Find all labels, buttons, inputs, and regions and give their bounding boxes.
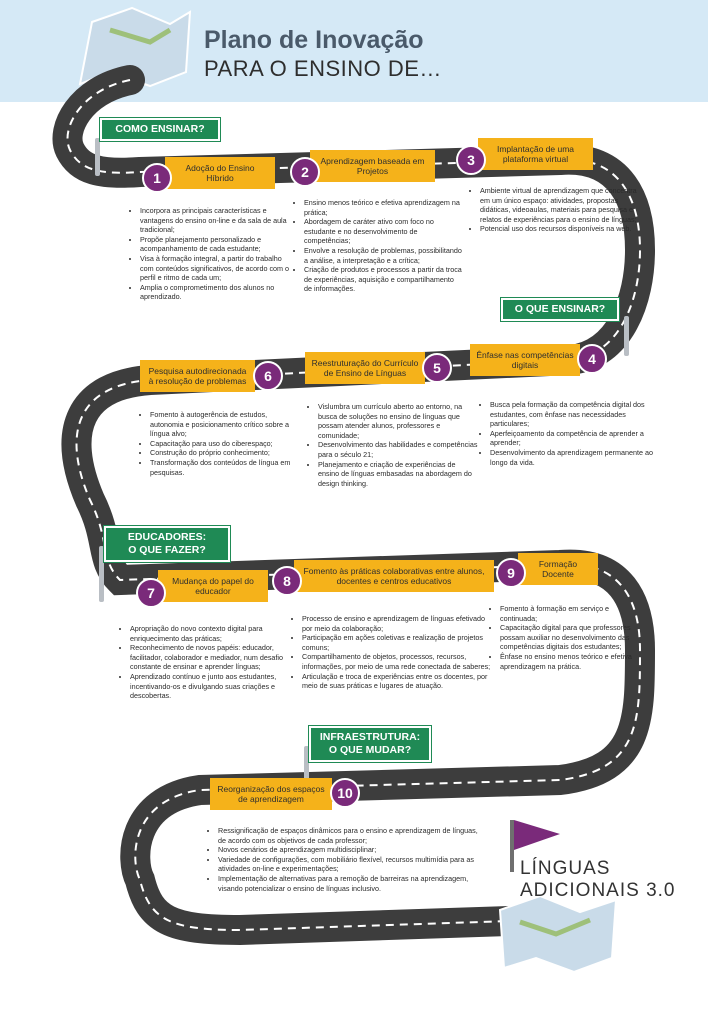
sign-infra-line1: INFRAESTRUTURA: <box>319 731 421 743</box>
sign-educadores-line2: O QUE FAZER? <box>128 544 206 556</box>
list-item: • Fomento à autogerência de estudos, autonomia e posicionamento crítico sobre a língua alvo; <box>150 410 300 439</box>
step-2-list <box>292 198 462 294</box>
sign-infra-line2: O QUE MUDAR? <box>328 744 412 756</box>
list-item: • Potencial uso dos recursos disponíveis na web. <box>480 224 640 234</box>
step-3-list <box>468 186 640 234</box>
list-item: • Propõe planejamento personalizado e acompanhamento de cada estudante; <box>140 235 290 254</box>
step-6-number: 6 <box>253 361 283 391</box>
list-item: • Busca pela formação da competência digital dos estudantes, com ênfase nas necessidades particulares; <box>490 400 655 429</box>
list-item: • Capacitação digital para que professores possam auxiliar no desenvolvimento das competências digitais dos estudantes; <box>500 623 640 652</box>
map-icon-bottom <box>500 896 616 972</box>
list-item: • Vislumbra um currículo aberto ao entorno, na busca de soluções no ensino de línguas que possam atender alunos, professores e comunidade; <box>318 402 478 440</box>
list-item: • Amplia o comprometimento dos alunos no aprendizado. <box>140 283 290 302</box>
step-10-banner: Reorganização dos espaços de aprendizagem <box>210 778 332 810</box>
step-7-banner: Mudança do papel do educador <box>158 570 268 602</box>
step-4-banner: Ênfase nas competências digitais <box>470 344 580 376</box>
list-item: • Construção do próprio conhecimento; <box>150 448 300 458</box>
sign-infraestrutura <box>309 726 431 762</box>
sign-pole <box>624 316 629 356</box>
list-item: • Planejamento e criação de experiências de ensino de línguas embasadas na abordagem do design thinking. <box>318 460 478 489</box>
list-item: • Ressignificação de espaços dinâmicos para o ensino e aprendizagem de línguas, de acordo com os objetivos de cada professor; <box>218 826 478 845</box>
list-item: • Fomento à formação em serviço e continuada; <box>500 604 640 623</box>
step-10-number: 10 <box>330 778 360 808</box>
list-item: • Processo de ensino e aprendizagem de línguas efetivado por meio da colaboração; <box>302 614 492 633</box>
step-3-banner: Implantação de uma plataforma virtual <box>478 138 593 170</box>
step-6-list <box>138 410 300 477</box>
brand-line2: ADICIONAIS 3.0 <box>520 880 676 901</box>
list-item: • Participação em ações coletivas e realização de projetos comuns; <box>302 633 492 652</box>
sign-educadores-line1: EDUCADORES: <box>127 531 207 543</box>
list-item: • Incorpora as principais características e vantagens do ensino on-line e da sala de aula tradicional; <box>140 206 290 235</box>
list-item: • Compartilhamento de objetos, processos, recursos, informações, por meio de uma rede conectada de saberes; <box>302 652 492 671</box>
sign-como-ensinar: COMO ENSINAR? <box>100 118 220 141</box>
step-9-banner: Formação Docente <box>518 553 598 585</box>
list-item: • Variedade de configurações, com mobiliário flexível, recursos multimídia para as atividades on-line e experimentações; <box>218 855 478 874</box>
step-7-list <box>118 624 290 701</box>
sign-educadores <box>104 526 230 562</box>
step-4-number: 4 <box>577 344 607 374</box>
step-5-list <box>306 402 478 488</box>
list-item: • Capacitação para uso do ciberespaço; <box>150 439 300 449</box>
step-5-banner: Reestruturação do Currículo de Ensino de Línguas <box>305 352 425 384</box>
step-1-number: 1 <box>142 163 172 193</box>
flag-pole <box>510 820 514 872</box>
step-10-list <box>206 826 478 893</box>
step-1-banner: Adoção do Ensino Híbrido <box>165 157 275 189</box>
list-item: • Envolve a resolução de problemas, possibilitando a análise, a interpretação e a crítica; <box>304 246 462 265</box>
step-8-number: 8 <box>272 566 302 596</box>
list-item: • Ênfase no ensino menos teórico e efetiva aprendizagem na prática. <box>500 652 640 671</box>
brand-line1: LÍNGUAS <box>520 858 611 879</box>
sign-o-que-ensinar: O QUE ENSINAR? <box>501 298 619 321</box>
list-item: • Articulação e troca de experiências entre os docentes, por meio de suas práticas e lugares de atuação. <box>302 672 492 691</box>
sign-pole <box>95 138 100 176</box>
step-9-number: 9 <box>496 558 526 588</box>
page-title: Plano de Inovação <box>204 26 424 54</box>
list-item: • Implementação de alternativas para a remoção de barreiras na aprendizagem, visando potencializar o ensino de línguas inclusivo. <box>218 874 478 893</box>
step-9-list <box>488 604 640 671</box>
step-2-banner: Aprendizagem baseada em Projetos <box>310 150 435 182</box>
list-item: • Aperfeiçoamento da competência de aprender a aprender; <box>490 429 655 448</box>
flag-icon <box>514 820 560 850</box>
step-5-number: 5 <box>422 353 452 383</box>
list-item: • Desenvolvimento das habilidades e competências para o século 21; <box>318 440 478 459</box>
list-item: • Reconhecimento de novos papéis: educador, facilitador, colaborador e mediador, num desafio constante de ensinar e aprender línguas; <box>130 643 290 672</box>
list-item: • Ambiente virtual de aprendizagem que concentra em um único espaço: atividades, propostas didáticas, videoaulas, materiais para pesquisa e relatos de experiências para o ensino de línguas; <box>480 186 640 224</box>
step-7-number: 7 <box>136 578 166 608</box>
step-1-list <box>128 206 290 302</box>
step-2-number: 2 <box>290 157 320 187</box>
page-subtitle: PARA O ENSINO DE… <box>204 56 442 81</box>
list-item: • Visa à formação integral, a partir do trabalho com conteúdos significativos, de acordo com o perfil e ritmo de cada um; <box>140 254 290 283</box>
step-8-banner: Fomento às práticas colaborativas entre alunos, docentes e centros educativos <box>294 560 494 592</box>
list-item: • Apropriação do novo contexto digital para enriquecimento das práticas; <box>130 624 290 643</box>
list-item: • Ensino menos teórico e efetiva aprendizagem na prática; <box>304 198 462 217</box>
list-item: • Desenvolvimento da aprendizagem permanente ao longo da vida. <box>490 448 655 467</box>
step-4-list <box>478 400 655 467</box>
step-3-number: 3 <box>456 145 486 175</box>
list-item: • Abordagem de caráter ativo com foco no estudante e no desenvolvimento de competências; <box>304 217 462 246</box>
list-item: • Novos cenários de aprendizagem multidisciplinar; <box>218 845 478 855</box>
list-item: • Transformação dos conteúdos de língua em pesquisas. <box>150 458 300 477</box>
step-6-banner: Pesquisa autodirecionada à resolução de problemas <box>140 360 255 392</box>
list-item: • Criação de produtos e processos a partir da troca de experiências, aquisição e compartilhamento de informações. <box>304 265 462 294</box>
list-item: • Aprendizado contínuo e junto aos estudantes, incentivando-os e divulgando suas criações e descobertas. <box>130 672 290 701</box>
step-8-list <box>290 614 492 691</box>
